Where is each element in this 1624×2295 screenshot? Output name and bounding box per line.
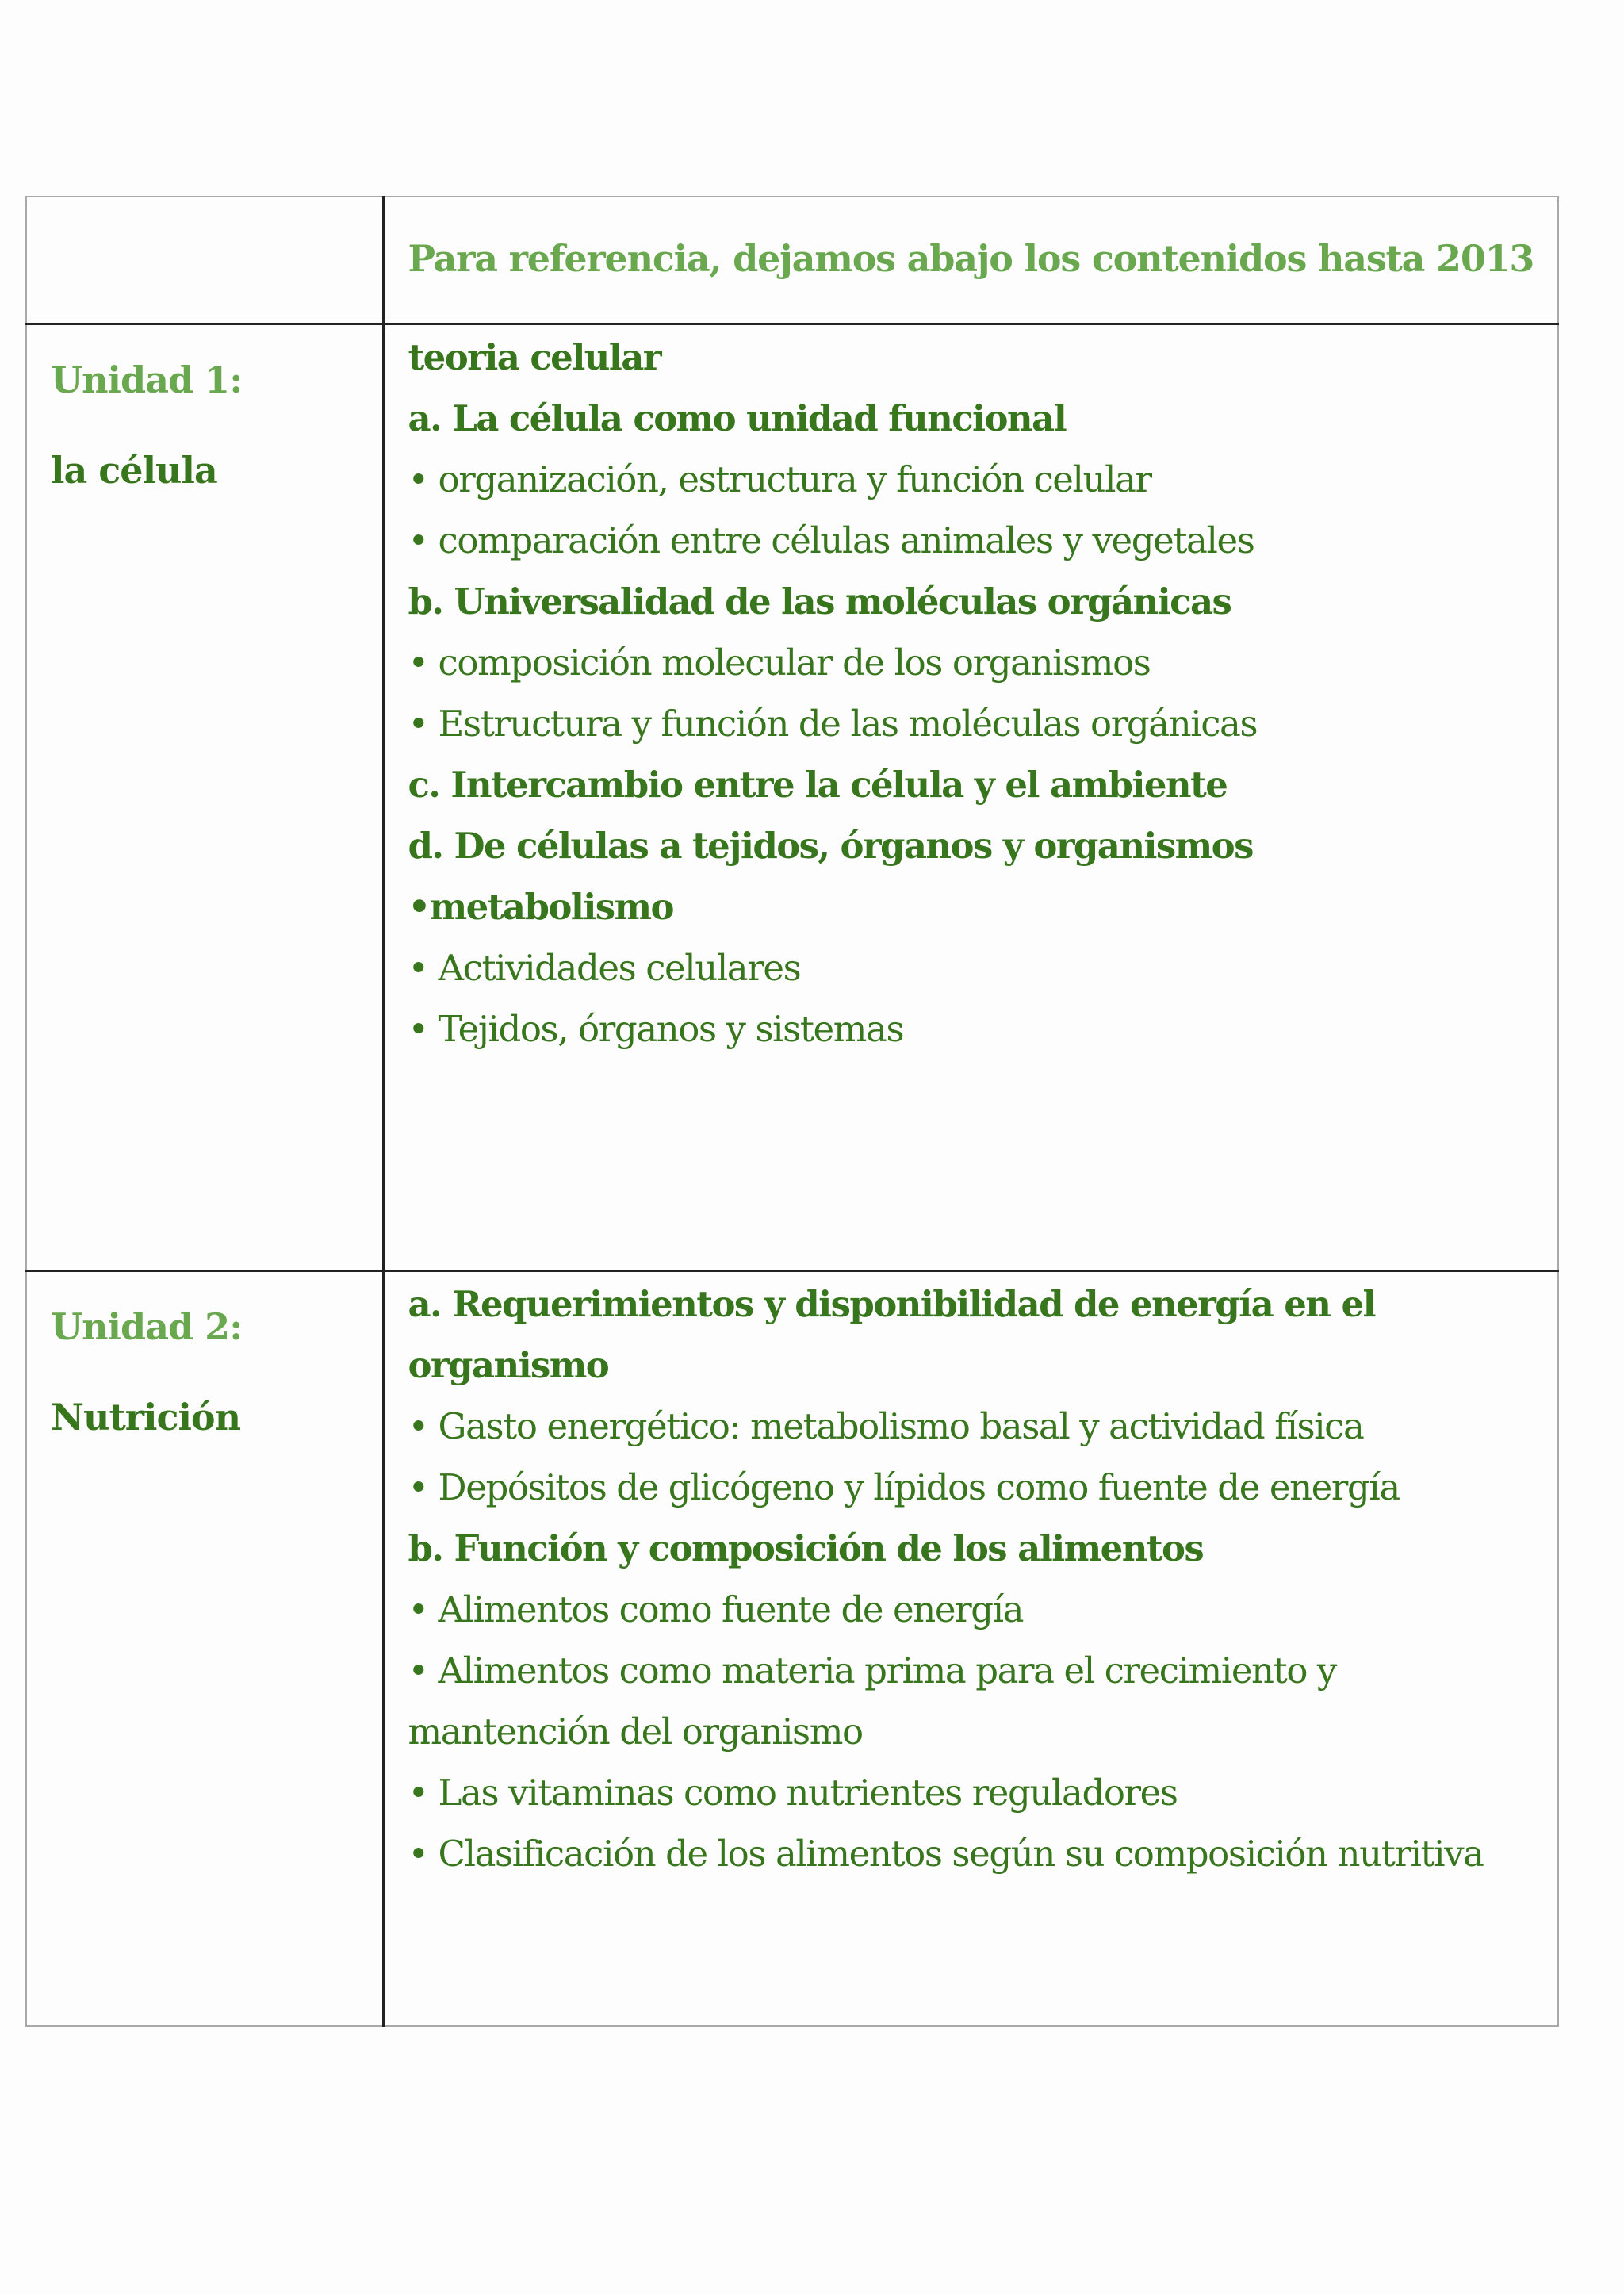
unit-1-content-list — [408, 327, 1542, 1059]
list-item: • Clasificación de los alimentos según su composición nutritiva — [408, 1832, 1484, 1875]
list-item: • Las vitaminas como nutrientes reguladores — [408, 1771, 1178, 1814]
unit-1-name: la célula — [51, 448, 217, 492]
content-heading: b. Función y composición de los alimentos — [408, 1527, 1204, 1569]
content-heading: teoria celular — [408, 335, 661, 378]
list-item: • Alimentos como materia prima para el crecimiento y mantención del organismo — [408, 1649, 1336, 1753]
content-heading: a. Requerimientos y disponibilidad de energía en el organismo — [408, 1282, 1375, 1386]
list-item: • Depósitos de glicógeno y lípidos como fuente de energía — [408, 1466, 1400, 1508]
list-item: • organización, estructura y función celular — [408, 458, 1151, 500]
unit-2-name: Nutrición — [51, 1395, 241, 1439]
unit-2-content-cell — [383, 1270, 1558, 2026]
table-row-unit-1 — [26, 324, 1558, 1270]
table-row-unit-2 — [26, 1270, 1558, 2026]
table-header-row — [26, 197, 1558, 324]
unit-1-number: Unidad 1: — [51, 358, 243, 401]
contents-table — [25, 196, 1559, 2027]
unit-1-content-cell — [383, 324, 1558, 1270]
list-item: • Gasto energético: metabolismo basal y actividad física — [408, 1404, 1364, 1447]
unit-1-label-cell — [26, 324, 383, 1270]
content-heading: a. La célula como unidad funcional — [408, 397, 1067, 439]
content-heading: •metabolismo — [408, 885, 673, 928]
header-empty-cell — [26, 197, 383, 324]
list-item: • Actividades celulares — [408, 946, 801, 989]
list-item: • Estructura y función de las moléculas orgánicas — [408, 702, 1258, 745]
content-heading: b. Universalidad de las moléculas orgánicas — [408, 580, 1231, 623]
header-note-cell — [383, 197, 1558, 324]
list-item: • comparación entre células animales y vegetales — [408, 519, 1254, 561]
list-item: • composición molecular de los organismos — [408, 641, 1151, 684]
content-heading: d. De células a tejidos, órganos y organismos — [408, 824, 1253, 867]
content-heading: c. Intercambio entre la célula y el ambiente — [408, 763, 1228, 806]
unit-2-content-list — [408, 1274, 1542, 1884]
list-item: • Alimentos como fuente de energía — [408, 1588, 1024, 1630]
reference-note: Para referencia, dejamos abajo los contenidos hasta 2013 — [408, 237, 1534, 280]
unit-2-label-cell — [26, 1270, 383, 2026]
list-item: • Tejidos, órganos y sistemas — [408, 1007, 904, 1050]
unit-2-number: Unidad 2: — [51, 1305, 243, 1348]
